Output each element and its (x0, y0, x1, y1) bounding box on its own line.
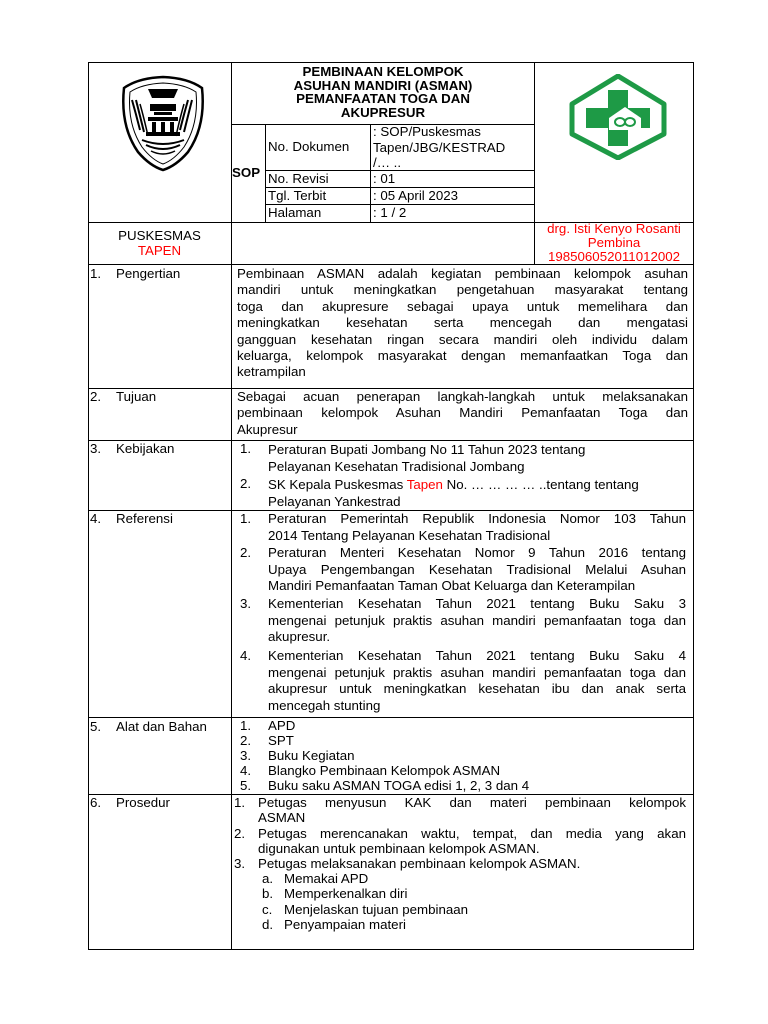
revision-value: : 01 (373, 171, 396, 186)
regency-coat-of-arms-logo (118, 74, 208, 172)
section-number: 3. (90, 441, 102, 456)
doc-number-value-line: : SOP/Puskesmas (373, 124, 481, 139)
title-line-1: PEMBINAAN KELOMPOK (302, 64, 464, 79)
text-line: mencegah stunting (268, 697, 381, 713)
subitem-letter: c. (262, 902, 273, 917)
item-number: 1. (234, 795, 246, 810)
item-number: 3. (234, 856, 246, 871)
text-line: Sebagai acuan penerapan langkah-langkah untuk melaksanakan (237, 389, 688, 404)
text-line: Petugas merencanakan waktu, tempat, dan media yang akan (258, 826, 686, 841)
text-line: digunakan untuk pembinaan kelompok ASMAN. (258, 841, 540, 856)
text-line: ketrampilan (237, 364, 306, 380)
doc-number-value-line: /… .. (373, 155, 402, 170)
section-label-kebijakan: Kebijakan (116, 441, 175, 456)
item-number: 2. (234, 826, 246, 841)
signer-name: drg. Isti Kenyo Rosanti (547, 221, 681, 236)
text-line: Kementerian Kesehatan Tahun 2021 tentang Buku Saku 4 (268, 648, 686, 663)
item-text: Buku Kegiatan (268, 748, 355, 763)
text-line: pembinaan kelompok Asuhan Mandiri Pemanfaatan Toga dan (237, 405, 688, 421)
sop-label: SOP (232, 165, 261, 180)
title-line-3: PEMANFAATAN TOGA DAN (296, 91, 470, 106)
text-line: ASMAN (258, 810, 306, 825)
referensi-item (240, 596, 686, 646)
item-text: SPT (268, 733, 294, 748)
text-span: SK Kepala Puskesmas (268, 477, 407, 492)
kebijakan-item (240, 476, 680, 510)
section-number: 5. (90, 719, 102, 734)
section-label-prosedur: Prosedur (116, 795, 170, 810)
document-title (232, 62, 534, 119)
text-line: Petugas menyusun KAK dan materi pembinaan kelompok (258, 795, 686, 810)
title-line-2: ASUHAN MANDIRI (ASMAN) (293, 77, 473, 93)
subitem-text: Memperkenalkan diri (284, 886, 408, 901)
issue-date-value: : 05 April 2023 (373, 188, 459, 203)
border-sop-column (265, 124, 266, 222)
item-number: 3. (240, 748, 252, 763)
text-line: Peraturan Bupati Jombang No 11 Tahun 2023 tentang (268, 442, 586, 457)
item-number: 2. (240, 733, 252, 748)
text-line: toga dan akupresure sebagai upaya untuk memelihara dan (237, 298, 688, 314)
section-label-alat-bahan: Alat dan Bahan (116, 719, 207, 734)
text-line: akupresur untuk meningkatkan kesehatan ibu dan anak serta (268, 681, 686, 696)
puskesmas-name-inline: Tapen (406, 477, 443, 492)
subitem-letter: b. (262, 886, 274, 901)
page-value: : 1 / 2 (373, 205, 407, 220)
item-number: 4. (240, 648, 252, 663)
border-value-column (370, 124, 371, 222)
border-right (693, 62, 694, 950)
puskesmas-name: TAPEN (137, 243, 182, 258)
item-number: 2. (240, 476, 252, 491)
section-label-tujuan: Tujuan (116, 389, 157, 404)
section-number: 4. (90, 511, 102, 526)
doc-number-value (373, 124, 505, 171)
text-line: keluarga, kelompok masyarakat dengan memanfaatkan Toga dan (237, 347, 688, 363)
border-bottom (88, 949, 694, 950)
text-line: Pembinaan ASMAN adalah kegiatan pembinaan kelompok asuhan (237, 266, 688, 281)
text-line: Upaya Pengembangan Kesehatan Tradisional Melalui Asuhan (268, 561, 686, 577)
border-left (88, 62, 89, 950)
text-line: 2014 Tentang Pelayanan Kesehatan Tradisional (268, 527, 551, 543)
text-line: meningkatkan kesehatan serta mencegah dan mengatasi (237, 315, 688, 331)
referensi-item (240, 511, 686, 545)
tujuan-text (237, 389, 688, 438)
alat-bahan-item (240, 778, 680, 793)
text-line: Peraturan Menteri Kesehatan Nomor 9 Tahun 2016 tentang (268, 545, 686, 560)
item-text: Blangko Pembinaan Kelompok ASMAN (268, 763, 501, 778)
puskesmas-label: PUSKESMAS (118, 228, 201, 243)
puskesmas-green-cross-logo (569, 74, 667, 160)
item-number: 1. (240, 718, 252, 733)
title-line-4: AKUPRESUR (340, 104, 426, 120)
sop-document (88, 62, 694, 950)
subitem-letter: a. (262, 871, 274, 886)
text-line: mengenai petunjuk praktis asuhan mandiri pemanfaatan toga dan (268, 664, 686, 680)
text-line: Mandiri Pemanfaatan Taman Obat Keluarga dan Keterampilan (268, 578, 636, 593)
subitem-text: Menjelaskan tujuan pembinaan (284, 902, 469, 917)
referensi-item (240, 648, 686, 716)
prosedur-item (234, 856, 686, 871)
text-span: No. … … … … ..tentang tentang (442, 477, 639, 492)
signer-nip: 198506052011012002 (547, 249, 681, 264)
text-line: mandiri untuk meningkatkan pengetahuan masyarakat tentang (237, 282, 688, 298)
page-label: Halaman (268, 205, 322, 220)
subitem-letter: d. (262, 917, 274, 932)
alat-bahan-item (240, 733, 680, 748)
section-number: 6. (90, 795, 102, 810)
referensi-item (240, 545, 686, 595)
text-line: Akupresur (237, 421, 298, 437)
alat-bahan-item (240, 718, 680, 733)
text-line: Pelayanan Yankestrad (268, 494, 401, 509)
text-line: Peraturan Pemerintah Republik Indonesia Nomor 103 Tahun (268, 511, 686, 526)
alat-bahan-item (240, 748, 680, 763)
section-number: 2. (90, 389, 102, 404)
issue-date-label: Tgl. Terbit (268, 188, 327, 203)
signer-role: Pembina (587, 235, 641, 250)
kebijakan-item (240, 441, 680, 475)
item-text: Buku saku ASMAN TOGA edisi 1, 2, 3 dan 4 (268, 778, 530, 793)
doc-number-label: No. Dokumen (268, 139, 350, 154)
text-line: gangguan kesehatan ringan secara mandiri oleh individu dalam (237, 331, 688, 347)
section-number: 1. (90, 266, 102, 281)
item-text: APD (268, 718, 296, 733)
item-number: 1. (240, 511, 252, 526)
text-line: akupresur. (268, 629, 331, 644)
subitem-text: Penyampaian materi (284, 917, 406, 932)
item-number: 2. (240, 545, 252, 560)
item-text: Petugas melaksanakan pembinaan kelompok ASMAN. (258, 856, 581, 871)
border-label-column (231, 62, 232, 950)
item-number: 3. (240, 596, 252, 611)
item-number: 1. (240, 441, 252, 456)
subitem-text: Memakai APD (284, 871, 369, 886)
item-number: 5. (240, 778, 252, 793)
prosedur-item (234, 826, 686, 856)
text-line: mengenai petunjuk praktis asuhan mandiri pemanfaatan toga dan (268, 612, 686, 628)
revision-label: No. Revisi (268, 171, 329, 186)
text-line: Pelayanan Kesehatan Tradisional Jombang (268, 459, 525, 474)
pengertian-text (237, 266, 688, 381)
section-label-referensi: Referensi (116, 511, 173, 526)
prosedur-item (234, 795, 686, 825)
section-label-pengertian: Pengertian (116, 266, 181, 281)
item-number: 4. (240, 763, 252, 778)
alat-bahan-item (240, 763, 680, 778)
text-line: Kementerian Kesehatan Tahun 2021 tentang Buku Saku 3 (268, 596, 686, 611)
doc-number-value-line: Tapen/JBG/KESTRAD (373, 139, 506, 155)
